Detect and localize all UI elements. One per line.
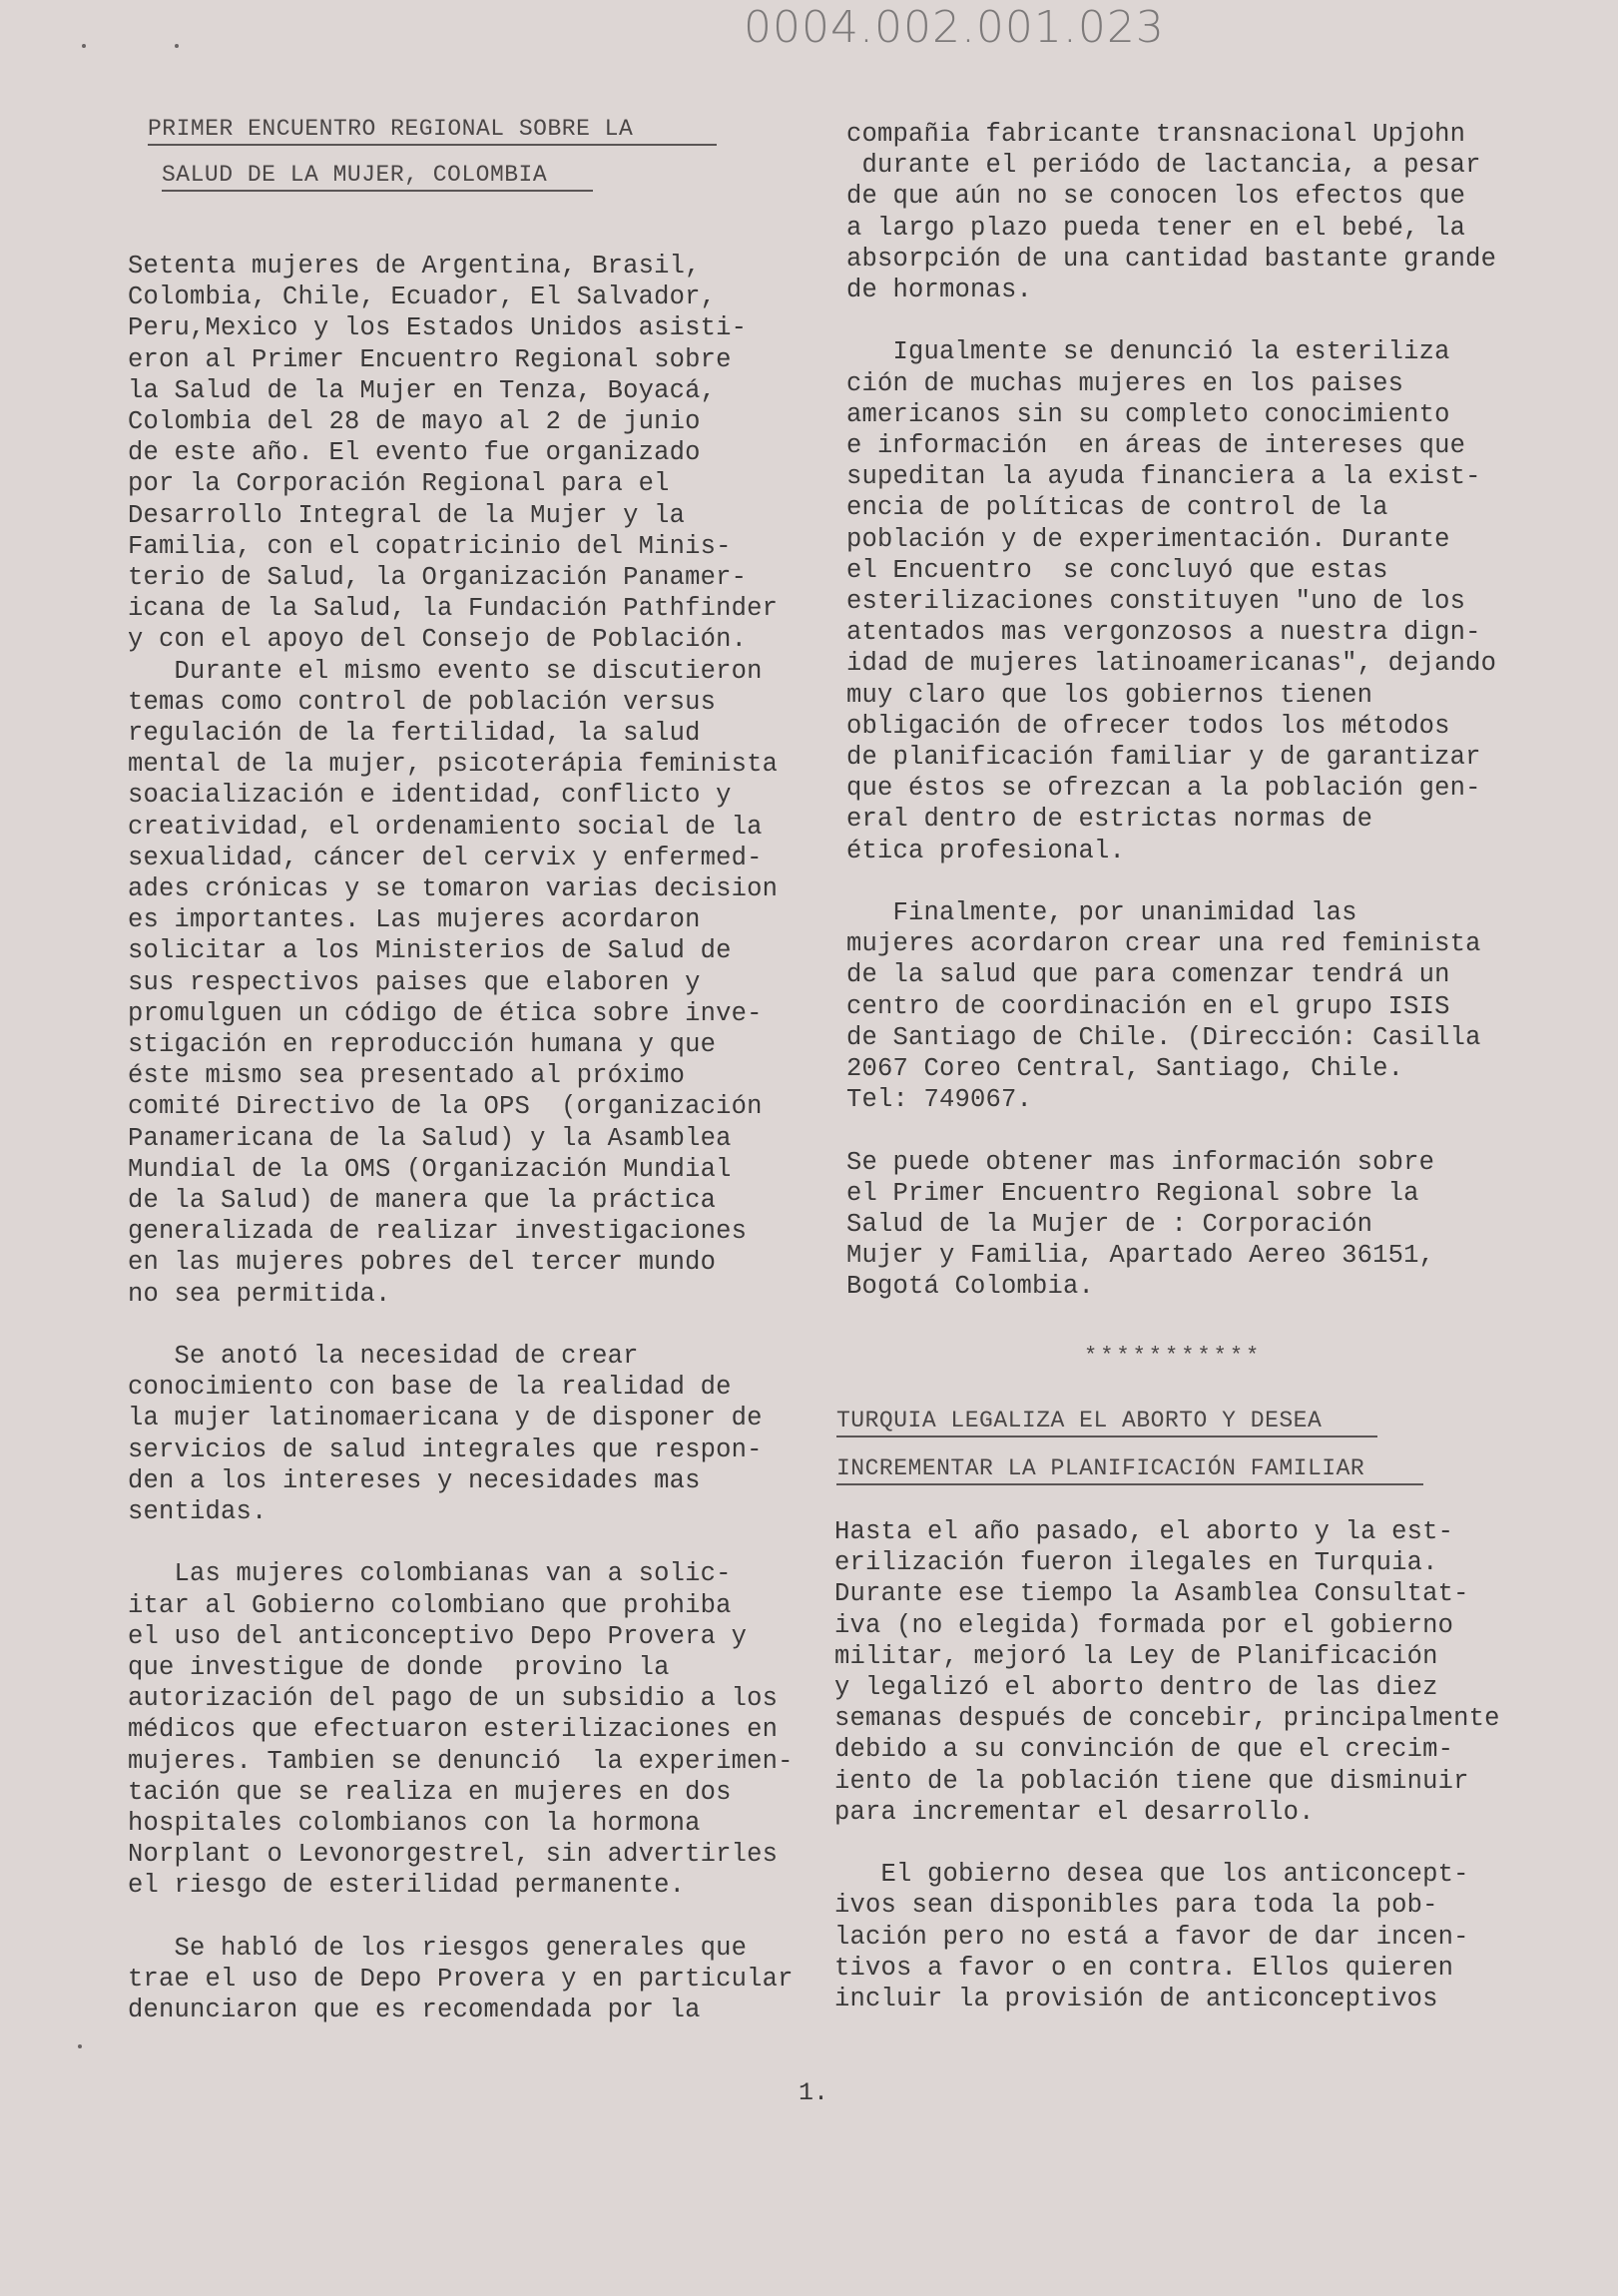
text-line: iento de la población tiene que disminuir	[834, 1766, 1469, 1796]
text-line: de hormonas.	[846, 276, 1033, 304]
text-line: trae el uso de Depo Provera y en particular	[128, 1965, 794, 1994]
text-line: Salud de la Mujer de : Corporación	[846, 1210, 1373, 1239]
text-line: Desarrollo Integral de la Mujer y la	[128, 500, 686, 530]
text-line: soacialización e identidad, conflicto y	[128, 781, 732, 811]
text-line: Mujer y Familia, Apartado Aereo 36151,	[846, 1241, 1435, 1271]
text-line: por la Corporación Regional para el	[128, 469, 670, 499]
page-number: 1.	[799, 2078, 829, 2107]
text-line: Peru,Mexico y los Estados Unidos asisti-	[128, 313, 748, 343]
text-line: icana de la Salud, la Fundación Pathfinder	[128, 594, 779, 624]
text-line: Se anotó la necesidad de crear	[128, 1342, 639, 1371]
article-title-line-1: PRIMER ENCUENTRO REGIONAL SOBRE LA	[148, 116, 634, 142]
text-line: y con el apoyo del Consejo de Población.	[128, 625, 748, 655]
text-line: solicitar a los Ministerios de Salud de	[128, 936, 732, 966]
speck-mark	[82, 44, 86, 48]
text-line: en las mujeres pobres del tercer mundo	[128, 1248, 717, 1278]
title-underline	[836, 1435, 1377, 1437]
section-separator: ***********	[1084, 1344, 1263, 1369]
text-line: y legalizó el aborto dentro de las diez	[834, 1673, 1438, 1702]
text-line: conocimiento con base de la realidad de	[128, 1373, 732, 1403]
text-line: debido a su convinción de que el crecim-	[834, 1735, 1454, 1765]
text-line: médicos que efectuaron esterilizaciones en	[128, 1715, 779, 1745]
text-line: mental de la mujer, psicoterápia feminista	[128, 750, 779, 780]
text-line: Colombia del 28 de mayo al 2 de junio	[128, 407, 701, 436]
text-line: Familia, con el copatricinio del Minis-	[128, 531, 732, 561]
text-line: población y de experimentación. Durante	[846, 524, 1450, 554]
text-line: iva (no elegida) formada por el gobierno	[834, 1610, 1454, 1640]
text-line: de Santiago de Chile. (Dirección: Casilla	[846, 1022, 1481, 1052]
text-line: Finalmente, por unanimidad las	[846, 898, 1357, 927]
text-line: de planificación familiar y de garantizar	[846, 743, 1481, 772]
text-line: autorización del pago de un subsidio a los	[128, 1684, 779, 1714]
text-line: para incrementar el desarrollo.	[834, 1797, 1315, 1827]
text-line: ades crónicas y se tomaron varias decision	[128, 874, 779, 903]
text-line: Durante el mismo evento se discutieron	[128, 656, 763, 686]
text-line: sexualidad, cáncer del cervix y enfermed-	[128, 843, 763, 872]
text-line: no sea permitida.	[128, 1279, 391, 1309]
text-line: itar al Gobierno colombiano que prohiba	[128, 1590, 732, 1620]
text-line: ética profesional.	[846, 836, 1126, 865]
text-line: 2067 Coreo Central, Santiago, Chile.	[846, 1054, 1404, 1083]
text-line: e información en áreas de intereses que	[846, 431, 1466, 460]
text-line: regulación de la fertilidad, la salud	[128, 719, 701, 748]
text-line: Tel: 749067.	[846, 1085, 1033, 1115]
text-line: americanos sin su completo conocimiento	[846, 399, 1450, 429]
text-line: sus respectivos paises que elaboren y	[128, 967, 701, 997]
text-line: que éstos se ofrezcan a la población gen-	[846, 774, 1481, 804]
text-line: Setenta mujeres de Argentina, Brasil,	[128, 252, 701, 281]
text-line: mujeres. Tambien se denunció la experimen-	[128, 1746, 794, 1776]
text-line: Se puede obtener mas información sobre	[846, 1147, 1435, 1177]
text-line: el Encuentro se concluyó que estas	[846, 555, 1388, 585]
text-line: Durante ese tiempo la Asamblea Consultat-	[834, 1579, 1469, 1609]
text-line: durante el periódo de lactancia, a pesar	[846, 151, 1481, 181]
text-line: la Salud de la Mujer en Tenza, Boyacá,	[128, 375, 717, 405]
text-line: es importantes. Las mujeres acordaron	[128, 905, 701, 935]
text-line: centro de coordinación en el grupo ISIS	[846, 991, 1450, 1021]
text-line: esterilizaciones constituyen "uno de los	[846, 587, 1466, 616]
text-line: Colombia, Chile, Ecuador, El Salvador,	[128, 283, 717, 312]
text-line: mujeres acordaron crear una red feminista	[846, 929, 1481, 959]
text-line: Las mujeres colombianas van a solic-	[128, 1559, 732, 1589]
text-line: Mundial de la OMS (Organización Mundial	[128, 1154, 732, 1184]
text-line: incluir la provisión de anticonceptivos	[834, 1985, 1438, 2013]
text-line: de que aún no se conocen los efectos que	[846, 182, 1466, 212]
text-line: den a los intereses y necesidades mas	[128, 1465, 701, 1495]
text-line: eral dentro de estrictas normas de	[846, 805, 1373, 835]
text-line: muy claro que los gobiernos tienen	[846, 680, 1373, 710]
speck-mark	[175, 44, 179, 48]
text-line: supeditan la ayuda financiera a la exist-	[846, 462, 1481, 492]
article-title-line-1: TURQUIA LEGALIZA EL ABORTO Y DESEA	[836, 1408, 1323, 1434]
text-line: ivos sean disponibles para toda la pob-	[834, 1891, 1438, 1921]
text-line: el uso del anticonceptivo Depo Provera y	[128, 1621, 748, 1651]
text-line: hospitales colombianos con la hormona	[128, 1809, 701, 1838]
text-line: denunciaron que es recomendada por la	[128, 1996, 701, 2025]
text-line: lación pero no está a favor de dar incen-	[834, 1922, 1469, 1952]
archive-code: 0004.002.001.023	[744, 2, 1165, 53]
text-line: terio de Salud, la Organización Panamer-	[128, 563, 748, 592]
text-line: idad de mujeres latinoamericanas", dejando	[846, 649, 1497, 679]
text-line: sentidas.	[128, 1497, 268, 1526]
text-line: creatividad, el ordenamiento social de la	[128, 812, 763, 842]
text-line: tación que se realiza en mujeres en dos	[128, 1777, 732, 1807]
text-line: Norplant o Levonorgestrel, sin advertirles	[128, 1840, 779, 1870]
text-line: Hasta el año pasado, el aborto y la est-	[834, 1517, 1454, 1546]
text-line: atentados mas vergonzosos a nuestra dign-	[846, 618, 1481, 648]
text-line: a largo plazo pueda tener en el bebé, la	[846, 213, 1466, 243]
article-title-line-2: INCREMENTAR LA PLANIFICACIÓN FAMILIAR	[836, 1455, 1365, 1481]
text-line: de este año. El evento fue organizado	[128, 438, 701, 468]
text-line: generalizada de realizar investigaciones	[128, 1217, 748, 1247]
text-line: de la salud que para comenzar tendrá un	[846, 960, 1450, 990]
text-line: stigación en reproducción humana y que	[128, 1030, 717, 1059]
text-line: éste mismo sea presentado al próximo	[128, 1061, 686, 1091]
text-line: servicios de salud integrales que respon-	[128, 1435, 763, 1464]
text-line: la mujer latinomaericana y de disponer de	[128, 1404, 763, 1434]
text-line: Se habló de los riesgos generales que	[128, 1933, 748, 1963]
text-line: ción de muchas mujeres en los paises	[846, 368, 1404, 398]
text-line: militar, mejoró la Ley de Planificación	[834, 1641, 1438, 1671]
text-line: encia de políticas de control de la	[846, 493, 1388, 523]
text-line: el riesgo de esterilidad permanente.	[128, 1871, 686, 1901]
title-underline	[836, 1483, 1423, 1485]
text-line: erilización fueron ilegales en Turquia.	[834, 1548, 1438, 1578]
text-line: tivos a favor o en contra. Ellos quieren	[834, 1953, 1454, 1983]
text-line: compañia fabricante transnacional Upjohn	[846, 120, 1466, 149]
text-line: promulguen un código de ética sobre inve-	[128, 998, 763, 1028]
text-line: El gobierno desea que los anticoncept-	[834, 1860, 1469, 1890]
text-line: el Primer Encuentro Regional sobre la	[846, 1178, 1419, 1208]
text-line: absorpción de una cantidad bastante grande	[846, 244, 1497, 274]
text-line: eron al Primer Encuentro Regional sobre	[128, 344, 732, 374]
speck-mark	[78, 2044, 82, 2048]
text-line: que investigue de donde provino la	[128, 1653, 670, 1682]
text-line: semanas después de concebir, principalmente	[834, 1704, 1500, 1734]
article-title-line-2: SALUD DE LA MUJER, COLOMBIA	[162, 162, 548, 188]
text-line: comité Directivo de la OPS (organización	[128, 1092, 763, 1122]
text-line: Igualmente se denunció la esteriliza	[846, 337, 1450, 367]
text-line: temas como control de población versus	[128, 687, 717, 717]
text-line: de la Salud) de manera que la práctica	[128, 1186, 717, 1215]
title-underline	[148, 144, 717, 146]
title-underline	[162, 190, 593, 192]
text-line: obligación de ofrecer todos los métodos	[846, 711, 1450, 741]
text-line: Bogotá Colombia.	[846, 1272, 1095, 1302]
text-line: Panamericana de la Salud) y la Asamblea	[128, 1123, 732, 1153]
